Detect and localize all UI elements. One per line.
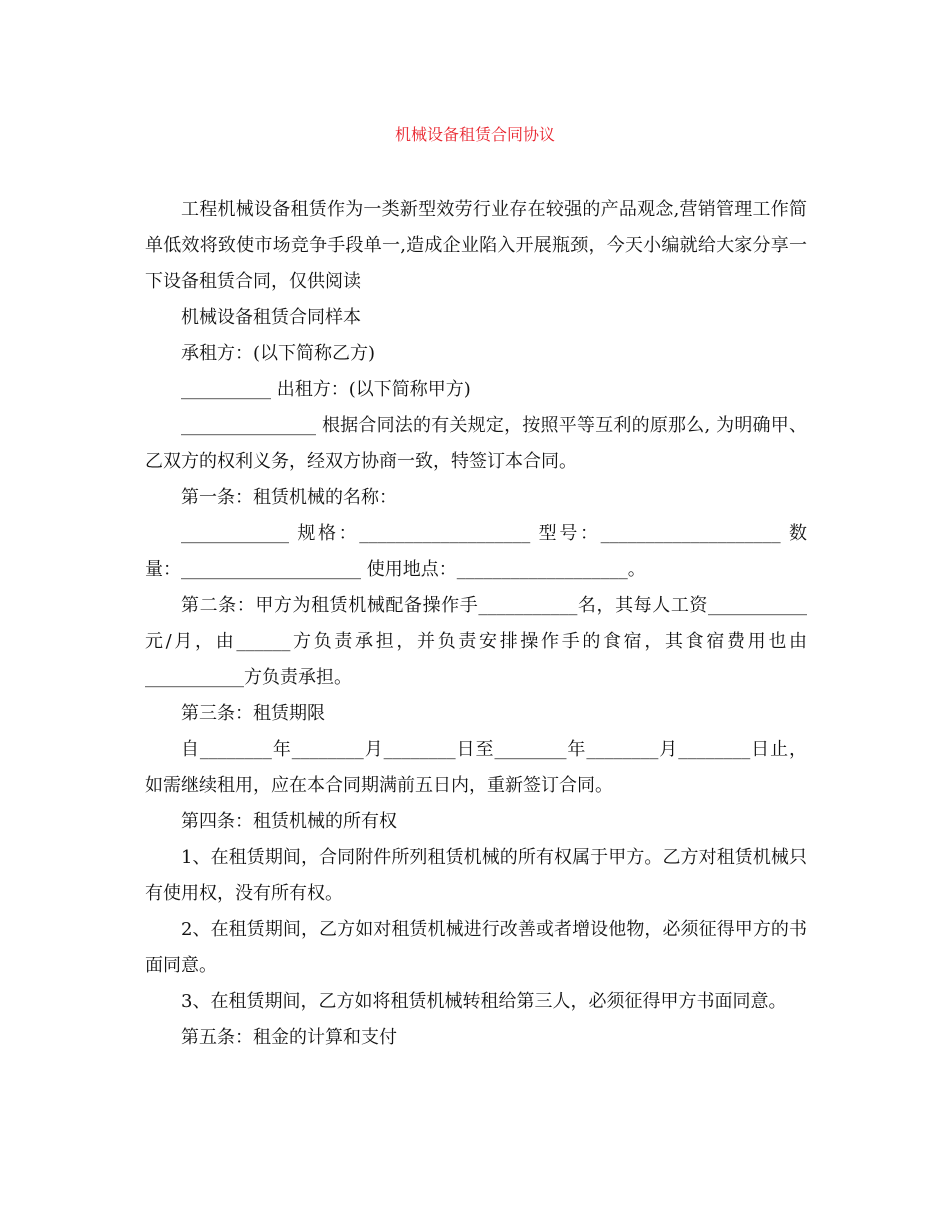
paragraph-lessor: __________ 出租方：(以下简称甲方) xyxy=(181,379,471,400)
paragraph-preamble: _______________ 根据合同法的有关规定，按照平等互利的原那么, 为明确甲、乙双方的权利义务，经双方协商一致，特签订本合同。 xyxy=(145,415,807,472)
paragraph-article-4-item-2: 2、在租赁期间，乙方如对租赁机械进行改善或者增设他物，必须征得甲方的书面同意。 xyxy=(145,919,807,976)
paragraph-article-5-heading: 第五条：租金的计算和支付 xyxy=(181,1027,397,1048)
paragraph-article-2: 第二条：甲方为租赁机械配备操作手___________名，其每人工资___________元/月，由______方负责承担，并负责安排操作手的食宿，其食宿费用也由___________方负责承担。 xyxy=(145,595,807,688)
paragraph-article-1-fields: ____________ 规格：___________________ 型号：____________________ 数量：____________________ 使用地点：___________________。 xyxy=(145,523,807,580)
document-title: 机械设备租赁合同协议 xyxy=(394,125,555,144)
paragraph-contract-sample-title: 机械设备租赁合同样本 xyxy=(181,307,361,328)
paragraph-article-3-heading: 第三条：租赁期限 xyxy=(181,703,325,724)
paragraph-article-4-item-1: 1、在租赁期间，合同附件所列租赁机械的所有权属于甲方。乙方对租赁机械只有使用权，没有所有权。 xyxy=(145,847,807,904)
paragraph-article-3-term: 自________年________月________日至________年________月________日止，如需继续租用，应在本合同期满前五日内，重新签订合同。 xyxy=(145,739,807,796)
paragraph-article-4-item-3: 3、在租赁期间，乙方如将租赁机械转租给第三人，必须征得甲方书面同意。 xyxy=(181,991,787,1012)
document-body xyxy=(145,192,807,1056)
paragraph-article-4-heading: 第四条：租赁机械的所有权 xyxy=(181,811,397,832)
paragraph-article-1-heading: 第一条：租赁机械的名称： xyxy=(181,487,397,508)
paragraph-intro: 工程机械设备租赁作为一类新型效劳行业存在较强的产品观念,营销管理工作简单低效将致使市场竞争手段单一,造成企业陷入开展瓶颈，今天小编就给大家分享一下设备租赁合同，仅供阅读 xyxy=(145,199,807,292)
paragraph-lessee: 承租方：(以下简称乙方) xyxy=(181,343,376,364)
